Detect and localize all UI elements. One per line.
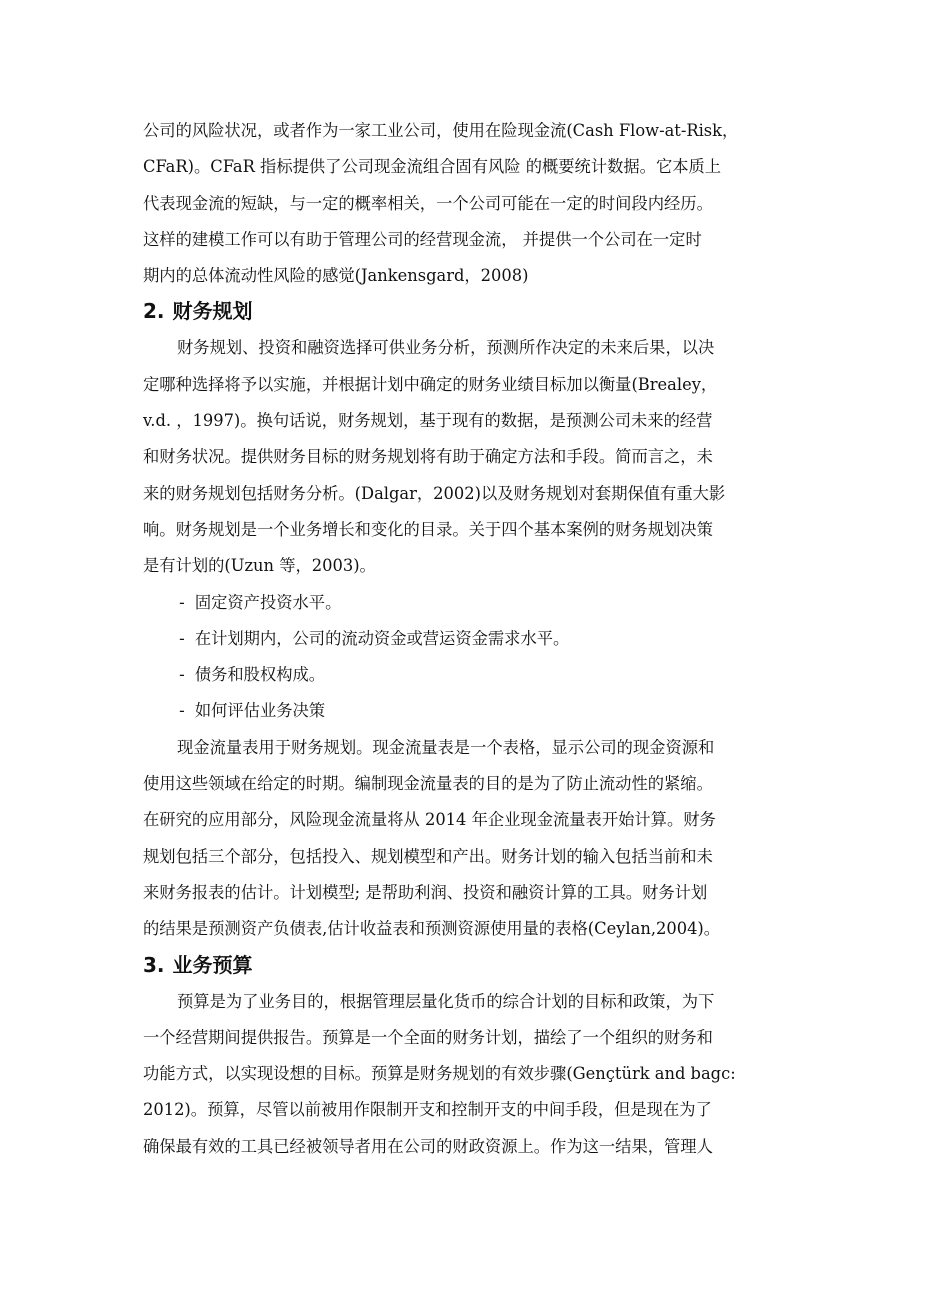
text-line: 财务规划、投资和融资选择可供业务分析，预测所作决定的未来后果，以决 [177, 338, 715, 358]
text-line: 规划包括三个部分，包括投入、规划模型和产出。财务计划的输入包括当前和未 [143, 846, 713, 866]
text-line: 使用这些领域在给定的时期。编制现金流量表的目的是为了防止流动性的紧缩。 [143, 774, 713, 794]
section-number: 3. [143, 952, 165, 977]
intro-paragraph [143, 113, 787, 294]
text-line: v.d. ，1997)。换句话说，财务规划，基于现有的数据，是预测公司未来的经营 [143, 411, 713, 431]
text-line: 响。财务规划是一个业务增长和变化的目录。关于四个基本案例的财务规划决策 [143, 519, 713, 539]
document-page [143, 113, 787, 1165]
dash-bullet: - [177, 628, 187, 648]
text-line: 来的财务规划包括财务分析。(Dalgar，2002)以及财务规划对套期保值有重大影 [143, 483, 726, 503]
list-item [143, 621, 787, 657]
list-item-text: 固定资产投资水平。 [194, 592, 342, 612]
text-line: 代表现金流的短缺，与一定的概率相关，一个公司可能在一定的时间段内经历。 [143, 193, 713, 213]
section-number: 2. [143, 299, 165, 324]
section-title: 财务规划 [172, 299, 253, 324]
section2-paragraph-1 [143, 330, 787, 584]
text-line: 确保最有效的工具已经被领导者用在公司的财政资源上。作为这一结果，管理人 [143, 1136, 713, 1156]
text-line: 预算是为了业务目的，根据管理层量化货币的综合计划的目标和政策，为下 [177, 991, 715, 1011]
list-item-text: 债务和股权构成。 [194, 665, 326, 685]
text-line: 期内的总体流动性风险的感觉(Jankensgard，2008) [143, 266, 529, 286]
text-line: 公司的风险状况，或者作为一家工业公司，使用在险现金流(Cash Flow-at-Risk， [143, 121, 739, 140]
text-line: 2012)。预算，尽管以前被用作限制开支和控制开支的中间手段，但是现在为了 [143, 1100, 712, 1120]
text-line: 定哪种选择将予以实施，并根据计划中确定的财务业绩目标加以衡量(Brealey， [143, 374, 718, 394]
text-line: 是有计划的(Uzun 等，2003)。 [143, 556, 376, 576]
text-line: 和财务状况。提供财务目标的财务规划将有助于确定方法和手段。简而言之，未 [143, 447, 713, 467]
list-item-text: 如何评估业务决策 [194, 701, 326, 721]
text-line: 这样的建模工作可以有助于管理公司的经营现金流， 并提供一个公司在一定时 [143, 229, 702, 249]
list-item [143, 585, 787, 621]
text-line: 来财务报表的估计。计划模型; 是帮助利润、投资和融资计算的工具。财务计划 [143, 882, 708, 902]
section-heading-business-budget [143, 952, 787, 978]
text-line: 功能方式，以实现设想的目标。预算是财务规划的有效步骤(Gençtürk and bagc: [143, 1064, 736, 1084]
text-line: 一个经营期间提供报告。预算是一个全面的财务计划，描绘了一个组织的财务和 [143, 1027, 713, 1047]
dash-bullet: - [177, 701, 187, 721]
dash-bullet: - [177, 665, 187, 685]
section3-paragraph-1 [143, 984, 787, 1165]
text-line: CFaR)。CFaR 指标提供了公司现金流组合固有风险 的概要统计数据。它本质上 [143, 157, 722, 177]
dash-bullet: - [177, 592, 187, 612]
planning-list [143, 585, 787, 730]
text-line: 在研究的应用部分，风险现金流量将从 2014 年企业现金流量表开始计算。财务 [143, 810, 716, 830]
text-line: 现金流量表用于财务规划。现金流量表是一个表格，显示公司的现金资源和 [177, 737, 715, 757]
list-item [143, 693, 787, 729]
section-heading-financial-planning [143, 298, 787, 324]
text-line: 的结果是预测资产负债表,估计收益表和预测资源使用量的表格(Ceylan,2004)。 [143, 919, 721, 939]
section-title: 业务预算 [172, 952, 253, 977]
list-item-text: 在计划期内，公司的流动资金或营运资金需求水平。 [194, 628, 570, 648]
section2-paragraph-2 [143, 730, 787, 948]
list-item [143, 657, 787, 693]
